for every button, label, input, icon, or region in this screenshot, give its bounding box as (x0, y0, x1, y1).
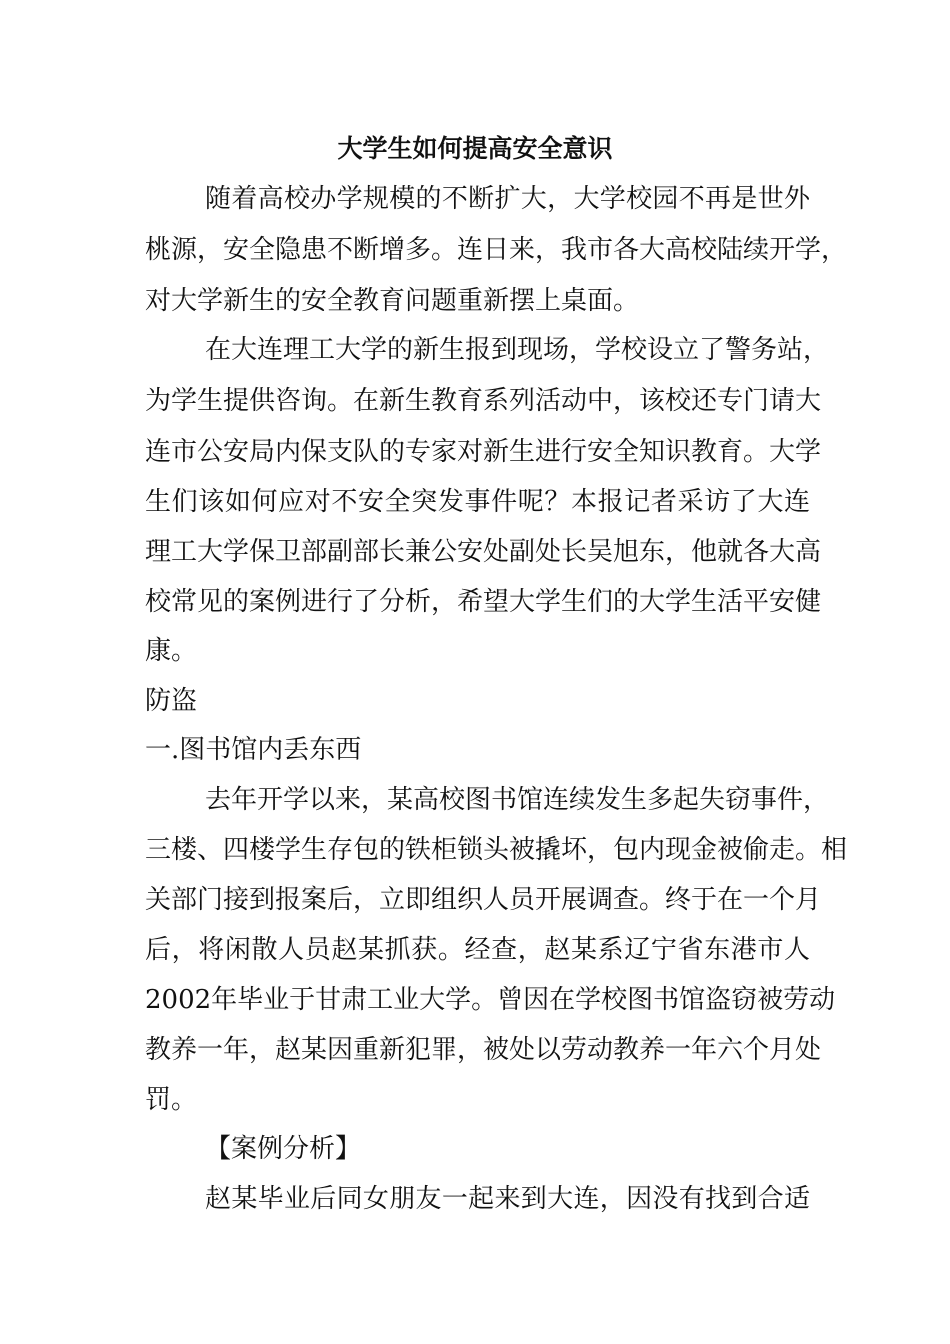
document-title: 大学生如何提高安全意识 (337, 134, 613, 163)
paragraph-line: 为学生提供咨询。在新生教育系列活动中，该校还专门请大 (145, 386, 822, 416)
paragraph-line: 生们该如何应对不安全突发事件呢？本报记者采访了大连 (145, 487, 810, 517)
paragraph-line: 罚。 (145, 1085, 198, 1115)
paragraph-line: 连市公安局内保支队的专家对新生进行安全知识教育。大学 (145, 437, 822, 467)
case-analysis-heading: 【案例分析】 (205, 1134, 362, 1164)
paragraph-line: 校常见的案例进行了分析，希望大学生们的大学生活平安健 (145, 587, 822, 617)
paragraph-line: 桃源，安全隐患不断增多。连日来，我市各大高校陆续开学， (145, 235, 848, 265)
subsection-heading: 一.图书馆内丢东西 (145, 735, 362, 765)
paragraph-line: 2002年毕业于甘肃工业大学。曾因在学校图书馆盗窃被劳动 (145, 985, 836, 1015)
paragraph-line: 去年开学以来，某高校图书馆连续发生多起失窃事件， (205, 785, 830, 815)
paragraph-line: 后，将闲散人员赵某抓获。经查，赵某系辽宁省东港市人 (145, 935, 810, 965)
paragraph-line: 关部门接到报案后，立即组织人员开展调查。终于在一个月 (145, 885, 822, 915)
paragraph-line: 理工大学保卫部副部长兼公安处副处长吴旭东，他就各大高 (145, 537, 822, 567)
paragraph-line: 对大学新生的安全教育问题重新摆上桌面。 (145, 286, 640, 316)
paragraph-line: 在大连理工大学的新生报到现场，学校设立了警务站， (205, 335, 830, 365)
paragraph-line: 随着高校办学规模的不断扩大，大学校园不再是世外 (205, 184, 810, 214)
paragraph-line: 三楼、四楼学生存包的铁柜锁头被撬坏，包内现金被偷走。相 (145, 835, 848, 865)
section-heading: 防盗 (145, 686, 198, 716)
paragraph-line: 赵某毕业后同女朋友一起来到大连，因没有找到合适 (205, 1184, 810, 1214)
paragraph-line: 教养一年，赵某因重新犯罪，被处以劳动教养一年六个月处 (145, 1035, 822, 1065)
paragraph-line: 康。 (145, 636, 198, 666)
